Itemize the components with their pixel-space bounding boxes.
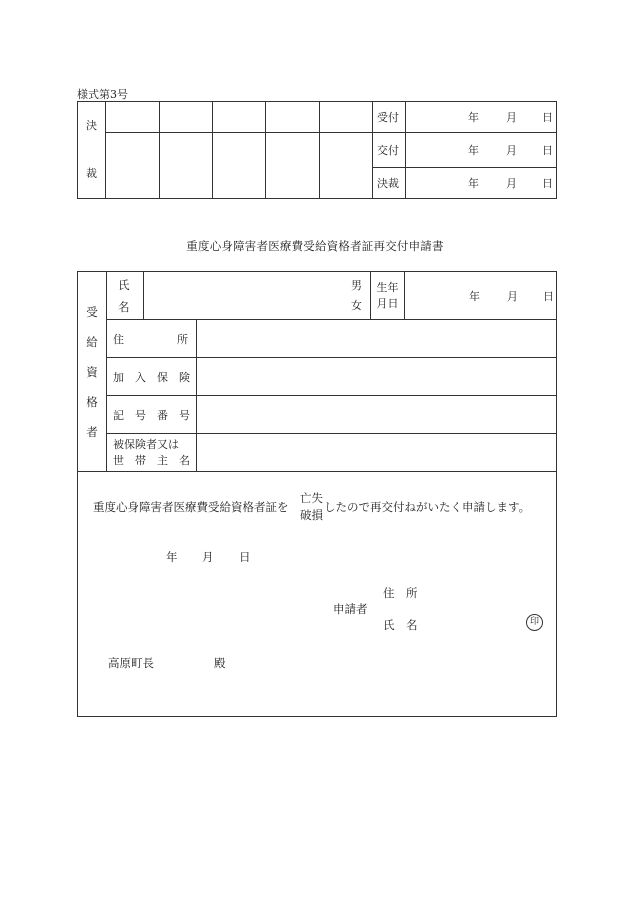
symbol-label-char: 号 [135, 408, 146, 422]
symbol-label-char: 番 [157, 408, 168, 422]
received-year: 年 [468, 111, 479, 124]
insurance-label-char: 入 [135, 370, 146, 384]
statement-text-before: 重度心身障害者医療費受給資格者証を [93, 500, 289, 514]
recipient-label-char: 格 [86, 394, 98, 409]
name-label [107, 272, 144, 320]
date-day[interactable]: 日 [239, 550, 251, 564]
issued-day: 日 [542, 144, 553, 157]
approval-stamp-box-3[interactable] [213, 102, 266, 133]
birthdate-label-2: 月日 [376, 296, 399, 310]
birth-year: 年 [469, 289, 480, 303]
form-title: 重度心身障害者医療費受給資格者証再交付申請書 [186, 239, 444, 253]
approval-stamp-box-10[interactable] [320, 133, 373, 199]
birthdate-label-1: 生年 [376, 280, 399, 294]
applicant-label: 申請者 [333, 602, 368, 616]
symbol-label-char: 号 [179, 408, 190, 422]
applicant-name-2: 名 [406, 618, 418, 632]
reason-lost[interactable]: 亡失 [300, 491, 323, 505]
recipient-label-char: 者 [86, 424, 98, 439]
approval-stamp-box-4[interactable] [266, 102, 320, 133]
recipient-label-char: 受 [86, 304, 98, 319]
applicant-name-1: 氏 [383, 618, 395, 632]
issued-year: 年 [468, 144, 479, 157]
reason-damaged[interactable]: 破損 [300, 508, 323, 522]
recipient-vertical-label [78, 272, 107, 472]
symbol-number-field[interactable] [197, 396, 557, 434]
approval-stamp-box-1[interactable] [106, 102, 160, 133]
name-label-1: 氏 [118, 277, 130, 292]
seal-icon: 印 [526, 614, 543, 631]
approval-label [78, 102, 106, 199]
address-label-1: 住 [113, 332, 124, 346]
insured-label-char: 主 [157, 453, 168, 467]
date-month[interactable]: 月 [202, 550, 214, 564]
address-field[interactable] [197, 320, 557, 358]
birth-day: 日 [543, 289, 554, 303]
addressee: 高原町長 [108, 656, 154, 670]
approval-stamp-box-9[interactable] [266, 133, 320, 199]
received-date[interactable] [406, 102, 557, 133]
name-label-2: 名 [118, 299, 130, 314]
insured-label-char: 名 [179, 453, 190, 467]
issued-label: 交付 [373, 133, 406, 168]
decided-day: 日 [542, 177, 553, 190]
insured-label-1: 被保険者又は [113, 437, 179, 451]
approval-stamp-box-6[interactable] [106, 133, 160, 199]
approval-label-bottom: 裁 [86, 167, 97, 180]
approval-stamp-box-5[interactable] [320, 102, 373, 133]
sex-female[interactable]: 女 [351, 298, 362, 312]
insured-label-char: 帯 [135, 453, 146, 467]
insurance-label [107, 358, 197, 396]
insured-person-field[interactable] [197, 434, 557, 472]
insurance-label-char: 保 [157, 370, 168, 384]
symbol-number-label [107, 396, 197, 434]
recipient-label-char: 給 [86, 334, 98, 349]
name-field[interactable] [144, 272, 371, 320]
insurance-field[interactable] [197, 358, 557, 396]
insurance-label-char: 険 [179, 370, 190, 384]
decided-label: 決裁 [373, 168, 406, 199]
insured-label-char: 世 [113, 453, 124, 467]
decided-date[interactable] [406, 168, 557, 199]
decided-year: 年 [468, 177, 479, 190]
statement-text-after: したので再交付ねがいたく申請します。 [324, 500, 531, 514]
received-label: 受付 [373, 102, 406, 133]
issued-date[interactable] [406, 133, 557, 168]
birthdate-field[interactable] [405, 272, 557, 320]
sex-male[interactable]: 男 [351, 278, 362, 292]
approval-table [77, 101, 557, 199]
approval-stamp-box-2[interactable] [160, 102, 213, 133]
applicant-address-1: 住 [383, 586, 395, 600]
issued-month: 月 [506, 144, 517, 157]
birthdate-label [371, 272, 405, 320]
received-month: 月 [506, 111, 517, 124]
application-table [77, 271, 557, 717]
received-day: 日 [542, 111, 553, 124]
form-number: 様式第3号 [77, 88, 128, 101]
applicant-address-2: 所 [406, 586, 418, 600]
address-label [107, 320, 197, 358]
honorific: 殿 [214, 656, 226, 670]
decided-month: 月 [506, 177, 517, 190]
approval-label-top: 決 [86, 119, 97, 132]
birth-month: 月 [507, 289, 518, 303]
approval-stamp-box-7[interactable] [160, 133, 213, 199]
approval-stamp-box-8[interactable] [213, 133, 266, 199]
statement-section [78, 472, 557, 717]
symbol-label-char: 記 [113, 408, 124, 422]
recipient-label-char: 資 [86, 364, 98, 379]
insured-person-label [107, 434, 197, 472]
date-year[interactable]: 年 [166, 550, 178, 564]
insurance-label-char: 加 [113, 370, 124, 384]
address-label-2: 所 [177, 332, 188, 346]
